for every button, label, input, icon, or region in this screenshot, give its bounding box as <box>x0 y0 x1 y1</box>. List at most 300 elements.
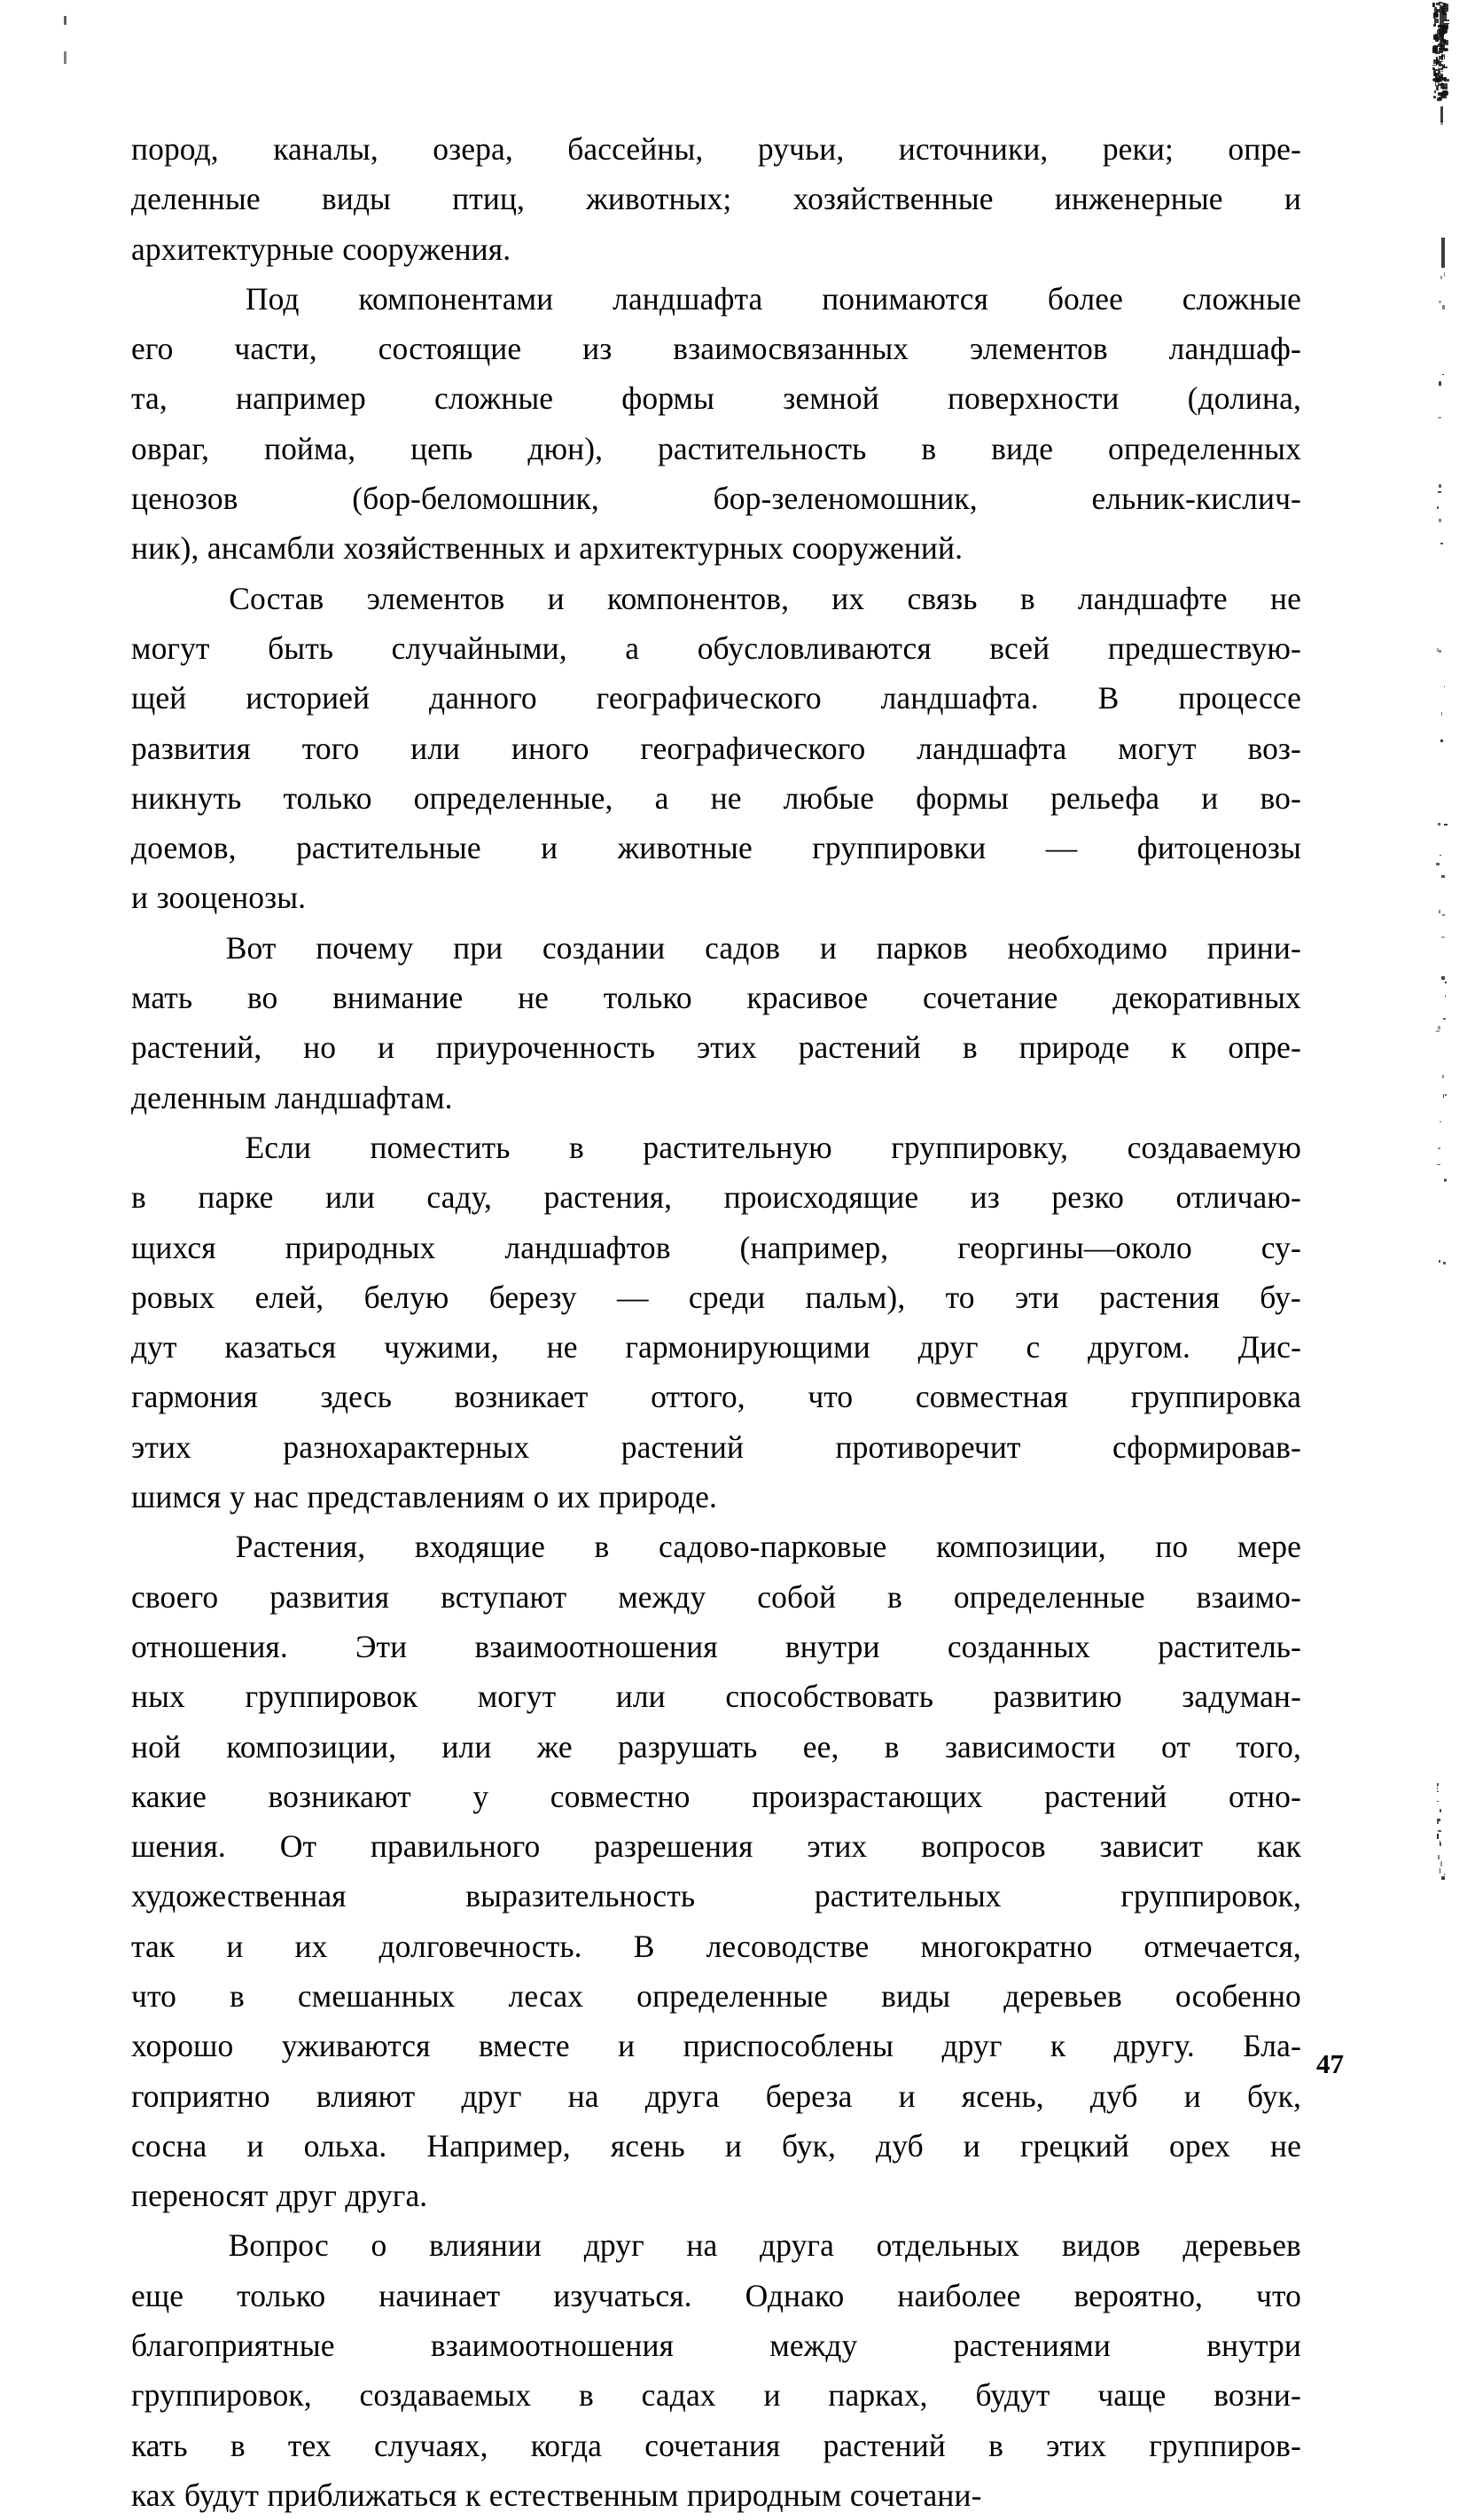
scan-speck <box>1432 48 1437 52</box>
text-line <box>131 1022 1301 1072</box>
word: по <box>1155 1529 1189 1565</box>
scan-speck <box>1433 45 1438 51</box>
word: парках, <box>828 2377 928 2414</box>
word: предшествую- <box>1107 630 1301 666</box>
scan-dust-lower <box>1440 1843 1441 1846</box>
word: источники, <box>898 131 1049 167</box>
word: того <box>301 730 360 766</box>
word: Дис- <box>1237 1329 1301 1366</box>
word: в <box>884 1728 900 1765</box>
word: отмечается, <box>1143 1928 1301 1964</box>
word: шения. <box>131 1828 226 1865</box>
scan-dust <box>1444 1179 1447 1180</box>
text-line: и зооценозы. <box>131 880 307 916</box>
word: только <box>237 2277 326 2313</box>
scan-dust <box>1439 301 1440 302</box>
scan-dust <box>1440 276 1441 279</box>
word: саду, <box>426 1179 493 1216</box>
scan-speck <box>1445 23 1449 25</box>
word: Вот <box>225 929 277 966</box>
word: влияют <box>316 2078 416 2114</box>
word: белую <box>363 1279 449 1315</box>
word: и <box>541 830 558 866</box>
page-number: 47 <box>1316 2048 1344 2079</box>
scan-speck <box>1441 25 1445 28</box>
scan-speck <box>1441 54 1442 59</box>
word: своего <box>131 1578 219 1615</box>
scan-speck <box>1442 91 1446 94</box>
word: в <box>569 1129 584 1165</box>
scan-speck <box>1435 34 1440 39</box>
scan-speck <box>1442 11 1448 15</box>
word: отношения. <box>131 1628 288 1664</box>
scan-artifacts <box>1365 0 1475 2213</box>
word: Вопрос <box>228 2227 329 2264</box>
word: к <box>1171 1029 1187 1066</box>
scan-dust <box>1439 650 1441 653</box>
scan-dust <box>1436 1030 1439 1032</box>
word: и <box>724 2127 742 2164</box>
scan-dust <box>1441 712 1442 715</box>
scan-speck <box>1439 64 1443 67</box>
word: раститель- <box>1158 1628 1301 1664</box>
word: их <box>294 1928 328 1964</box>
text-line: архитектурные сооружения. <box>131 231 511 267</box>
word: друга <box>760 2227 834 2264</box>
word: виде <box>991 430 1054 466</box>
scan-speck <box>1441 36 1443 41</box>
scan-speck <box>1433 74 1436 76</box>
word: то <box>945 1279 975 1315</box>
scan-speck <box>1444 8 1448 12</box>
word: развития <box>131 730 251 766</box>
word: этих <box>696 1029 757 1066</box>
scan-speck <box>1439 83 1444 86</box>
word: могут <box>477 1679 557 1715</box>
scan-speck <box>1441 38 1443 43</box>
word: в <box>594 1529 610 1565</box>
scan-speck <box>1438 68 1443 70</box>
word: группировки <box>812 830 987 866</box>
word: деленные <box>131 181 261 217</box>
word: береза <box>765 2078 853 2114</box>
word: в <box>887 1578 902 1615</box>
scan-speck <box>1433 69 1438 71</box>
word: процессе <box>1178 680 1301 716</box>
paragraph <box>131 574 1301 923</box>
scan-speck <box>1439 2 1441 4</box>
word: собой <box>757 1578 837 1615</box>
scan-edge-mark <box>64 16 66 25</box>
scan-speck <box>1433 96 1436 98</box>
text-line <box>131 673 1301 723</box>
word: совместная <box>915 1379 1068 1415</box>
scan-speck <box>1443 12 1445 13</box>
word: определенных <box>1108 430 1301 466</box>
word: другом. <box>1088 1329 1191 1366</box>
paragraph-indent <box>131 274 186 324</box>
word: группиров- <box>1149 2427 1301 2463</box>
scan-speck <box>1440 86 1444 89</box>
word: бассейны, <box>567 131 704 167</box>
word: ландшаф- <box>1168 331 1301 367</box>
word: воз- <box>1247 730 1301 766</box>
word: среди <box>688 1279 766 1315</box>
scan-speck <box>1435 51 1440 53</box>
scan-speck <box>1444 64 1445 67</box>
scan-dust <box>1440 1121 1441 1123</box>
scan-dust-lower <box>1441 1876 1445 1879</box>
word: видов <box>1061 2227 1141 2264</box>
text-line <box>131 324 1301 373</box>
word: влиянии <box>429 2227 542 2264</box>
word: в <box>230 2427 246 2463</box>
scan-speck <box>1439 33 1442 35</box>
word: чужими, <box>384 1329 499 1366</box>
word: От <box>279 1828 317 1865</box>
word: только <box>603 980 692 1016</box>
word: ных <box>131 1679 185 1715</box>
word: хорошо <box>131 2028 234 2064</box>
word: друга <box>644 2078 720 2114</box>
scan-speck <box>1441 11 1443 13</box>
word: Например, <box>426 2127 571 2164</box>
word: всей <box>989 630 1050 666</box>
paragraph <box>131 923 1301 1123</box>
scan-speck <box>1445 39 1447 42</box>
word: деревьев <box>1003 1977 1122 2014</box>
word: иного <box>511 730 589 766</box>
word: случаях, <box>373 2427 488 2463</box>
scan-speck <box>1435 73 1438 78</box>
scan-edge-nick <box>1440 5 1444 46</box>
scan-speck <box>1438 25 1443 27</box>
word: происходящие <box>723 1179 919 1216</box>
word: ной <box>131 1728 182 1765</box>
word: и <box>547 580 565 616</box>
word: могут <box>131 630 210 666</box>
scan-dust-lower <box>1440 1809 1442 1812</box>
word: могут <box>1118 730 1197 766</box>
word: ольха. <box>303 2127 387 2164</box>
scan-speck <box>1438 25 1442 27</box>
word: ясень, <box>961 2078 1044 2114</box>
word: реки; <box>1102 131 1174 167</box>
scan-speck <box>1442 3 1446 5</box>
scan-dust <box>1440 121 1443 125</box>
word: формы <box>621 380 715 417</box>
scan-speck <box>1444 4 1448 9</box>
scan-speck <box>1440 33 1444 37</box>
text-line <box>131 473 1301 523</box>
word: садов <box>705 929 781 966</box>
scan-speck <box>1436 79 1440 82</box>
word: например <box>236 380 366 417</box>
word: и <box>963 2127 980 2164</box>
scan-edge-nick <box>1441 238 1445 268</box>
text-line <box>131 1522 1301 1571</box>
text-line <box>131 1223 1301 1272</box>
word: группировка <box>1130 1379 1301 1415</box>
word: не <box>1270 2127 1301 2164</box>
word: с <box>1026 1329 1041 1366</box>
word: растительных <box>814 1878 1002 1914</box>
word: георгины—около <box>957 1229 1192 1265</box>
word: в <box>578 2377 594 2414</box>
word: лесоводстве <box>706 1928 870 1964</box>
text-line: шимся у нас представлениям о их природе. <box>131 1479 717 1515</box>
word: зависит <box>1099 1828 1204 1865</box>
scan-speck <box>1433 35 1437 37</box>
scan-speck <box>1433 71 1435 74</box>
word: отно- <box>1229 1778 1301 1814</box>
scan-speck <box>1437 98 1441 101</box>
word: и <box>763 2377 781 2414</box>
word: выразительность <box>465 1878 696 1914</box>
word: же <box>536 1728 573 1765</box>
word: В <box>633 1928 655 1964</box>
word: пород, <box>131 131 219 167</box>
scan-dust <box>1438 417 1440 419</box>
scan-speck <box>1435 74 1440 79</box>
paragraph <box>131 1522 1301 2220</box>
text-line <box>131 1921 1301 1971</box>
scan-dust-lower <box>1444 1874 1445 1875</box>
word: казаться <box>224 1329 337 1366</box>
word: взаимоотношения <box>474 1628 718 1664</box>
word: друг <box>941 2028 1003 2064</box>
word: в <box>988 2427 1003 2463</box>
scan-speck <box>1442 77 1447 81</box>
word: компонентами <box>358 280 554 317</box>
word: многократно <box>920 1928 1093 1964</box>
word: во <box>246 980 278 1016</box>
word: внутри <box>1206 2328 1301 2364</box>
word: уживаются <box>281 2028 431 2064</box>
scan-dust <box>1437 648 1439 652</box>
scan-speck <box>1443 27 1445 29</box>
scan-speck <box>1435 79 1440 81</box>
word: его <box>131 331 174 367</box>
word: понимаются <box>822 280 989 317</box>
word: развития <box>269 1578 390 1615</box>
scan-speck <box>1436 61 1440 65</box>
word: ландшафта. <box>880 680 1039 716</box>
text-line: ках будут приближаться к естественным природным сочетани- <box>131 2477 982 2513</box>
scan-speck <box>1444 27 1448 33</box>
word: Растения, <box>235 1529 366 1565</box>
word: способствовать <box>725 1679 934 1715</box>
scan-dust-lower <box>1438 1855 1440 1859</box>
word: из <box>582 331 613 367</box>
scan-dust <box>1439 484 1441 487</box>
scan-dust <box>1440 740 1443 742</box>
word: мере <box>1237 1529 1301 1565</box>
word: отличаю- <box>1175 1179 1301 1216</box>
word: части, <box>234 331 317 367</box>
scan-speck <box>1443 94 1445 98</box>
scan-speck <box>1442 67 1447 68</box>
word: какие <box>131 1778 207 1814</box>
scan-speck <box>1440 83 1441 85</box>
word: приуроченность <box>435 1029 656 1066</box>
word: элементов <box>970 331 1108 367</box>
scan-speck <box>1441 55 1444 56</box>
word: географического <box>596 680 822 716</box>
word: растениями <box>953 2328 1111 2364</box>
scan-speck <box>1436 73 1439 75</box>
word: состоящие <box>378 331 522 367</box>
text-line <box>131 373 1301 423</box>
word: сложные <box>433 380 554 417</box>
word: ясень <box>610 2127 685 2164</box>
word: не <box>518 980 550 1016</box>
word: данного <box>429 680 537 716</box>
word: Если <box>245 1129 312 1165</box>
word: растения <box>1099 1279 1220 1315</box>
word: птиц, <box>452 181 526 217</box>
scan-speck <box>1434 23 1435 25</box>
scan-speck <box>1439 48 1440 53</box>
scan-dust <box>1444 824 1448 825</box>
word: опре- <box>1228 1029 1301 1066</box>
word: начинает <box>379 2277 501 2313</box>
scan-speck <box>1442 77 1447 80</box>
scan-speck <box>1441 51 1443 52</box>
word: и <box>1201 779 1219 816</box>
word: созданных <box>947 1628 1091 1664</box>
word: особенно <box>1175 1977 1301 2014</box>
word: и <box>898 2078 916 2114</box>
word: рельефа <box>1050 779 1160 816</box>
scan-speck <box>1439 61 1444 62</box>
word: и <box>1284 181 1301 217</box>
text-line: ник), ансамбли хозяйственных и архитектурных сооружений. <box>131 530 964 567</box>
word: совместно <box>550 1778 691 1814</box>
word: входящие <box>414 1529 545 1565</box>
word: гоприятно <box>131 2078 270 2114</box>
scan-speck <box>1435 40 1438 42</box>
word: почему <box>316 929 414 966</box>
word: здесь <box>320 1379 392 1415</box>
text-line <box>131 424 1301 473</box>
scan-dust <box>1442 305 1445 309</box>
word: ландшафте <box>1077 580 1228 616</box>
word: взаимосвязанных <box>673 331 909 367</box>
word: любые <box>783 779 875 816</box>
word: друг <box>461 2078 522 2114</box>
word: эти <box>1014 1279 1059 1315</box>
scan-speck <box>1443 4 1445 6</box>
scan-speck <box>1434 90 1436 93</box>
word: изучаться. <box>553 2277 692 2313</box>
word: в <box>230 1977 245 2014</box>
word: гармонирующими <box>625 1329 870 1366</box>
text-line <box>131 1722 1301 1772</box>
scan-dust <box>1441 936 1444 938</box>
text-line <box>131 2071 1301 2121</box>
scan-dust <box>1445 982 1447 983</box>
scan-speck <box>1440 74 1444 76</box>
scan-speck <box>1436 61 1437 64</box>
word: растений <box>798 1029 922 1066</box>
scan-speck <box>1442 27 1446 29</box>
scan-speck <box>1441 7 1445 10</box>
scan-speck <box>1432 67 1434 70</box>
text-line <box>131 923 1301 973</box>
word: В <box>1097 680 1120 716</box>
word: в <box>921 430 937 466</box>
word: лесах <box>508 1977 584 2014</box>
scan-speck <box>1432 51 1436 53</box>
word: мать <box>131 980 193 1016</box>
text-line <box>131 1572 1301 1622</box>
scan-speck <box>1433 24 1436 27</box>
text-line <box>131 2320 1301 2370</box>
scan-dust <box>1439 381 1441 386</box>
word: приспособлены <box>683 2028 894 2064</box>
scan-speck <box>1432 3 1435 7</box>
paragraph-indent <box>131 1522 186 1571</box>
scan-dust <box>1437 506 1440 509</box>
word: (бор-беломошник, <box>352 481 599 517</box>
word: группировку, <box>891 1129 1069 1165</box>
scan-speck <box>1444 26 1448 27</box>
scan-speck <box>1441 45 1444 50</box>
scan-speck <box>1443 39 1446 43</box>
scan-dust-lower <box>1437 1834 1439 1838</box>
word: случайными, <box>391 630 567 666</box>
word: вероятно, <box>1073 2277 1204 2313</box>
text-line <box>131 1821 1301 1871</box>
word: между <box>618 1578 706 1615</box>
word: растений, <box>131 1029 262 1066</box>
word: ее, <box>802 1728 839 1765</box>
word: что <box>131 1977 176 2014</box>
scan-speck <box>1442 29 1444 34</box>
text-line <box>131 2121 1301 2171</box>
word: или <box>410 730 461 766</box>
text-line <box>131 2220 1301 2270</box>
scan-speck <box>1442 48 1447 51</box>
scan-speck <box>1436 13 1438 17</box>
word: растения, <box>543 1179 673 1216</box>
scan-speck <box>1444 40 1448 45</box>
word: садово-парковые <box>659 1529 887 1565</box>
text-line <box>131 773 1301 823</box>
word: ландшафта <box>917 730 1067 766</box>
word: каналы, <box>273 131 379 167</box>
scan-dust-lower <box>1437 1786 1439 1790</box>
word: определенные <box>636 1977 829 2014</box>
word: долговечность. <box>379 1928 582 1964</box>
scan-speck <box>1436 3 1440 5</box>
word: обусловливаются <box>697 630 932 666</box>
word: дуб <box>876 2127 924 2164</box>
text-line <box>131 1622 1301 1671</box>
word: произрастающих <box>752 1778 983 1814</box>
word: историей <box>246 680 371 716</box>
word: вопросов <box>921 1828 1046 1865</box>
word: группировок, <box>1120 1878 1301 1914</box>
word: между <box>769 2328 858 2364</box>
word: опре- <box>1228 131 1301 167</box>
scan-speck <box>1443 91 1448 94</box>
page-text-body <box>131 124 1301 2520</box>
word: (например, <box>739 1229 889 1265</box>
word: грецкий <box>1019 2127 1129 2164</box>
scan-speck <box>1436 85 1440 90</box>
